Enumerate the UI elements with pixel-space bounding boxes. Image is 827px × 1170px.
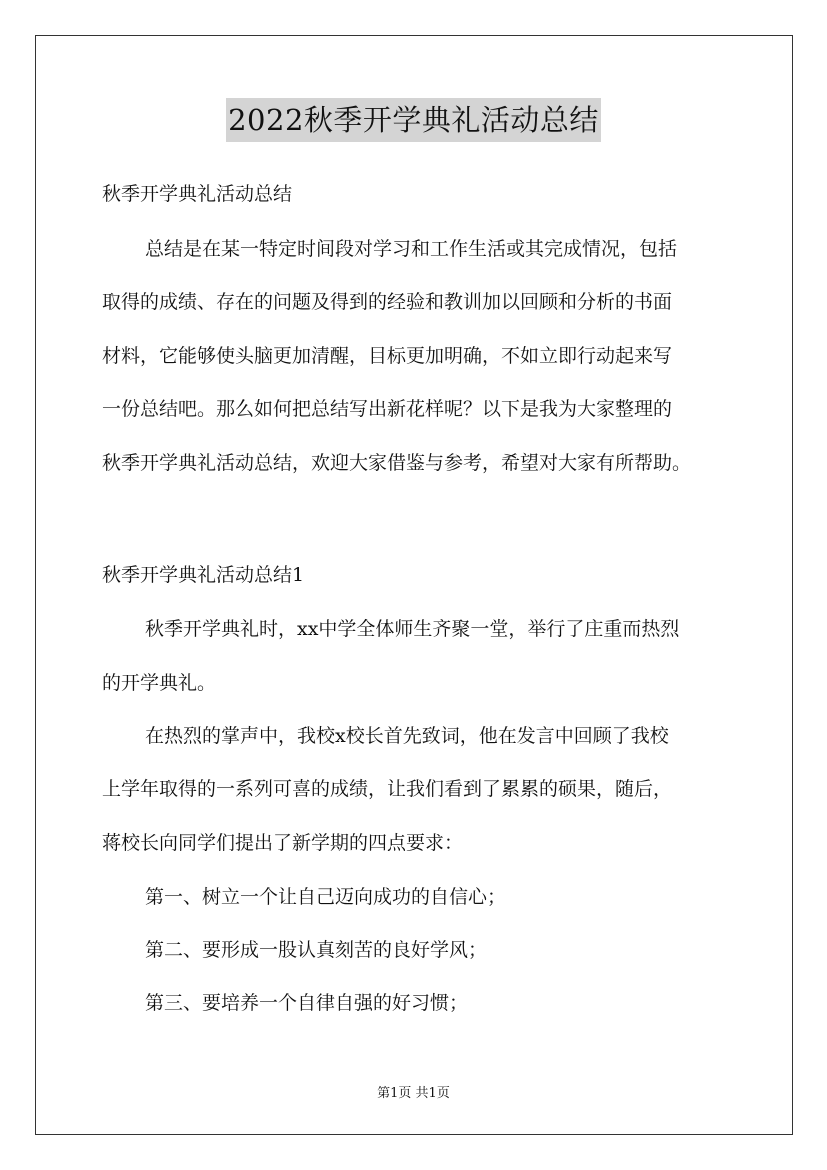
- section-heading: 秋季开学典礼活动总结1: [102, 564, 305, 586]
- paragraph-line: 秋季开学典礼时，xx中学全体师生齐聚一堂，举行了庄重而热烈: [145, 618, 680, 640]
- document-subtitle: 秋季开学典礼活动总结: [102, 183, 293, 205]
- title-container: [0, 98, 827, 142]
- paragraph-line: 的开学典礼。: [102, 672, 217, 694]
- intro-line: 总结是在某一特定时间段对学习和工作生活或其完成情况，包括: [145, 238, 678, 260]
- paragraph-line: 蒋校长向同学们提出了新学期的四点要求：: [102, 832, 464, 854]
- paragraph-line: 上学年取得的一系列可喜的成绩，让我们看到了累累的硕果，随后，: [102, 778, 673, 800]
- requirement-item: 第三、要培养一个自律自强的好习惯；: [145, 992, 469, 1014]
- requirement-item: 第一、树立一个让自己迈向成功的自信心；: [145, 886, 507, 908]
- intro-line: 材料，它能够使头脑更加清醒，目标更加明确，不如立即行动起来写: [102, 345, 673, 367]
- paragraph-line: 在热烈的掌声中，我校x校长首先致词，他在发言中回顾了我校: [145, 725, 669, 747]
- document-title: 2022秋季开学典礼活动总结: [226, 98, 601, 142]
- requirement-item: 第二、要形成一股认真刻苦的良好学风；: [145, 939, 488, 961]
- intro-line: 秋季开学典礼活动总结，欢迎大家借鉴与参考，希望对大家有所帮助。: [102, 452, 692, 474]
- page-number-footer: 第1页 共1页: [377, 1086, 450, 1101]
- intro-line: 一份总结吧。那么如何把总结写出新花样呢？以下是我为大家整理的: [102, 398, 673, 420]
- intro-line: 取得的成绩、存在的问题及得到的经验和教训加以回顾和分析的书面: [102, 291, 673, 313]
